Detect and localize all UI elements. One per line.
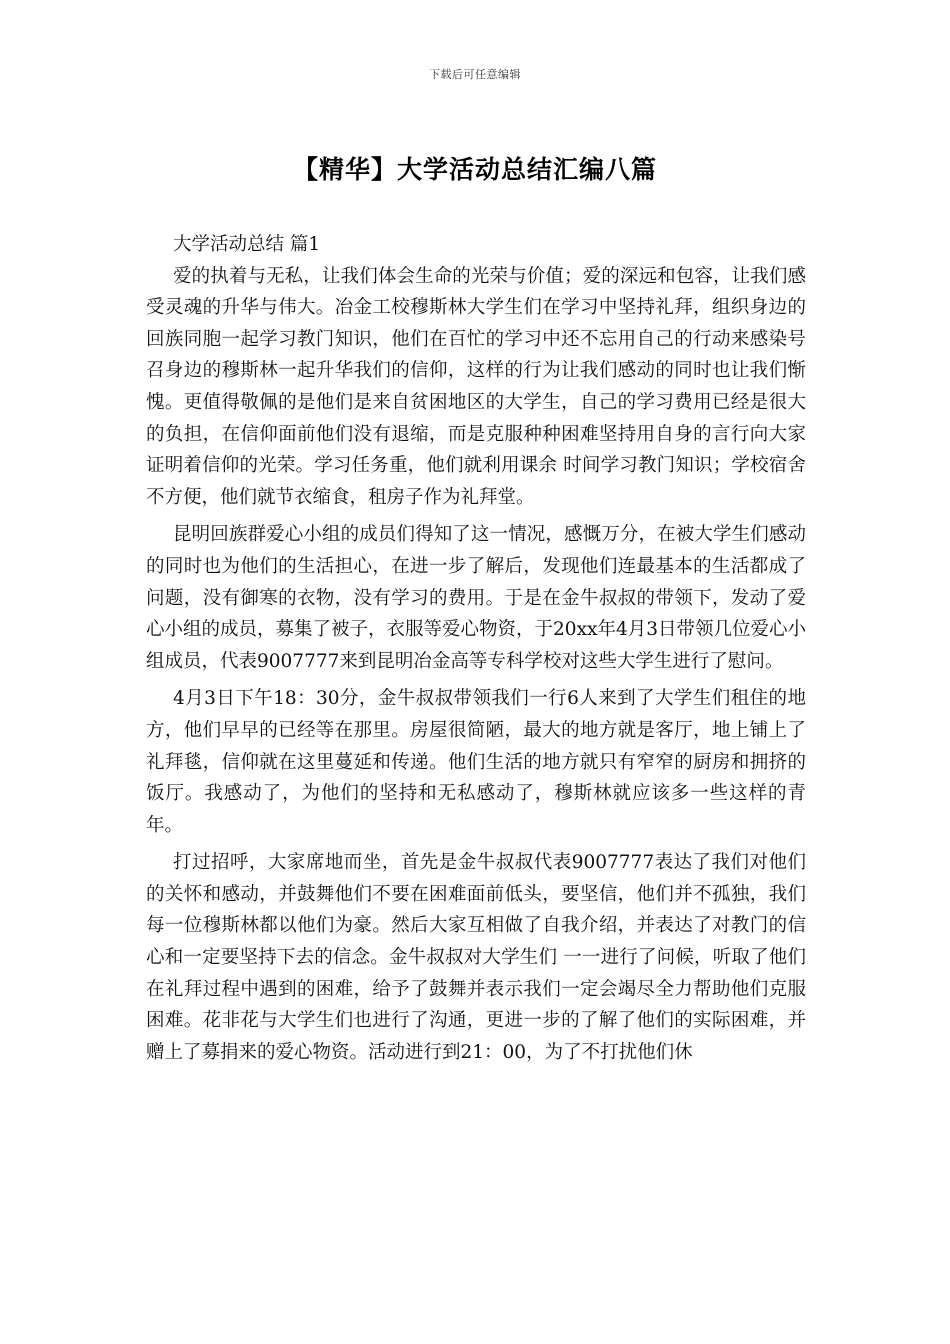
section-heading: 大学活动总结 篇1 — [173, 234, 321, 255]
header-note: 下载后可任意编辑 — [429, 68, 521, 81]
paragraph-1: 爱的执着与无私，让我们体会生命的光荣与价值；爱的深远和包容，让我们感受灵魂的升华与伟大。冶金工校穆斯林大学生们在学习中坚持礼拜，组织身边的回族同胞一起学习教门知识，他们在百忙的学习中还不忘用自己的行动来感染号召身边的穆斯林一起升华我们的信仰，这样的行为让我们感动的同时也让我们惭愧。更值得敬佩的是他们是来自贫困地区的大学生，自己的学习费用已经是很大的负担，在信仰面前他们没有退缩，而是克服种种困难坚持用自身的言行向大家证明着信仰的光荣。学习任务重，他们就利用课余 时间学习教门知识；学校宿舍不方便，他们就节衣缩食，租房子作为礼拜堂。 — [146, 265, 806, 508]
paragraph-3: 4月3日下午18：30分，金牛叔叔带领我们一行6人来到了大学生们租住的地方，他们早早的已经等在那里。房屋很简陋，最大的地方就是客厅，地上铺上了礼拜毯，信仰就在这里蔓延和传递。他们生活的地方就只有窄窄的厨房和拥挤的饭厅。我感动了，为他们的坚持和无私感动了，穆斯林就应该多一些这样的青年。 — [146, 688, 806, 836]
document-body — [146, 229, 806, 1074]
paragraph-4: 打过招呼，大家席地而坐，首先是金牛叔叔代表9007777表达了我们对他们的关怀和感动，并鼓舞他们不要在困难面前低头，要坚信，他们并不孤独，我们每一位穆斯林都以他们为豪。然后大家互相做了自我介绍，并表达了对教门的信心和一定要坚持下去的信念。金牛叔叔对大学生们 一一进行了问候，听取了他们在礼拜过程中遇到的困难，给予了鼓舞并表示我们一定会竭尽全力帮助他们克服困难。花非花与大学生们也进行了沟通，更进一步的了解了他们的实际困难，并赠上了募捐来的爱心物资。活动进行到21：00，为了不打扰他们休 — [146, 852, 806, 1063]
document-title: 【精华】大学活动总结汇编八篇 — [292, 155, 657, 184]
paragraph-2: 昆明回族群爱心小组的成员们得知了这一情况，感慨万分，在被大学生们感动的同时也为他们的生活担心，在进一步了解后，发现他们连最基本的生活都成了问题，没有御寒的衣物，没有学习的费用。于是在金牛叔叔的带领下，发动了爱心小组的成员，募集了被子，衣服等爱心物资，于20xx年4月3日带领几位爱心小组成员，代表9007777来到昆明冶金高等专科学校对这些大学生进行了慰问。 — [146, 524, 806, 672]
